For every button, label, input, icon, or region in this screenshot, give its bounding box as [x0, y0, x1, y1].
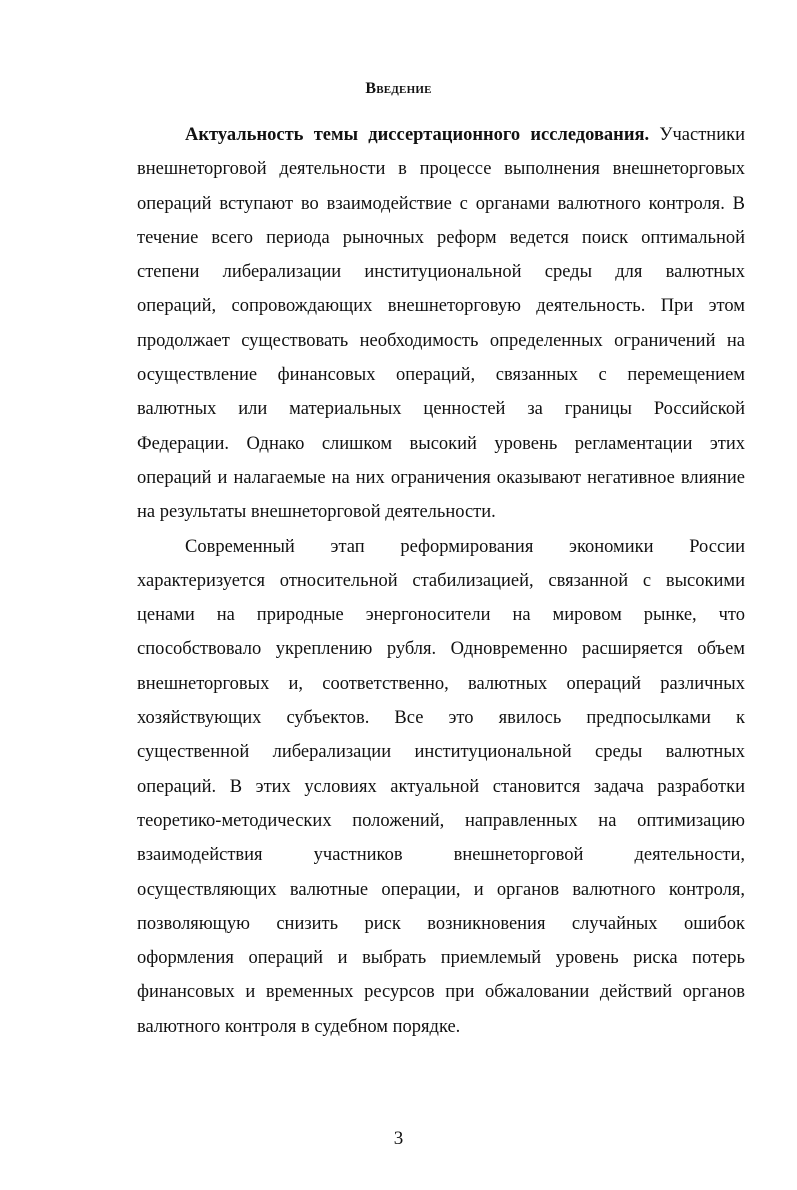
- text-line: взаимодействия участников внешнеторговой деятельности,: [137, 845, 745, 866]
- paragraph-lead-bold: Актуальность темы диссертационного исследования.: [185, 125, 650, 145]
- text-line: операций вступают во взаимодействие с органами валютного контроля. В: [137, 193, 745, 214]
- text-line: течение всего периода рыночных реформ ведется поиск оптимальной: [137, 227, 745, 248]
- text-line: внешнеторговых и, соответственно, валютных операций различных: [137, 673, 745, 694]
- text-line: существенной либерализации институциональной среды валютных: [137, 742, 745, 763]
- text-line: ценами на природные энергоносители на мировом рынке, что: [137, 605, 745, 626]
- text-line: характеризуется относительной стабилизацией, связанной с высокими: [137, 570, 745, 591]
- text-line: внешнеторговой деятельности в процессе выполнения внешнеторговых: [137, 159, 745, 180]
- document-body: [137, 118, 745, 1044]
- text-line: на результаты внешнеторговой деятельности.: [137, 502, 496, 523]
- section-heading: Введение: [365, 80, 432, 97]
- text-line: осуществляющих валютные операции, и органов валютного контроля,: [137, 879, 745, 900]
- text-line: позволяющую снизить риск возникновения случайных ошибок: [137, 913, 745, 934]
- text-line: финансовых и временных ресурсов при обжаловании действий органов: [137, 982, 745, 1003]
- text-line: операций и налагаемые на них ограничения оказывают негативное влияние: [137, 467, 745, 488]
- text-line: осуществление финансовых операций, связанных с перемещением: [137, 365, 745, 386]
- text-line: хозяйствующих субъектов. Все это явилось предпосылками к: [137, 708, 745, 729]
- paragraph-lead-tail: Участники: [649, 125, 745, 145]
- paragraph-1-first-line: [137, 118, 745, 152]
- text-line: валютных или материальных ценностей за границы Российской: [137, 399, 745, 420]
- text-line: операций, сопровождающих внешнеторговую деятельность. При этом: [137, 296, 745, 317]
- text-line: способствовало укреплению рубля. Одновременно расширяется объем: [137, 639, 745, 660]
- text-line: продолжает существовать необходимость определенных ограничений на: [137, 330, 745, 351]
- text-line: Федерации. Однако слишком высокий уровень регламентации этих: [137, 433, 745, 454]
- page-number: 3: [393, 1128, 404, 1149]
- text-line: оформления операций и выбрать приемлемый уровень риска потерь: [137, 948, 745, 969]
- text-line: степени либерализации институциональной среды для валютных: [137, 262, 745, 283]
- text-line: операций. В этих условиях актуальной становится задача разработки: [137, 776, 745, 797]
- text-line: валютного контроля в судебном порядке.: [137, 1016, 461, 1037]
- paragraph-2-first-line: Современный этап реформирования экономики России: [185, 536, 745, 557]
- text-line: теоретико-методических положений, направленных на оптимизацию: [137, 810, 745, 831]
